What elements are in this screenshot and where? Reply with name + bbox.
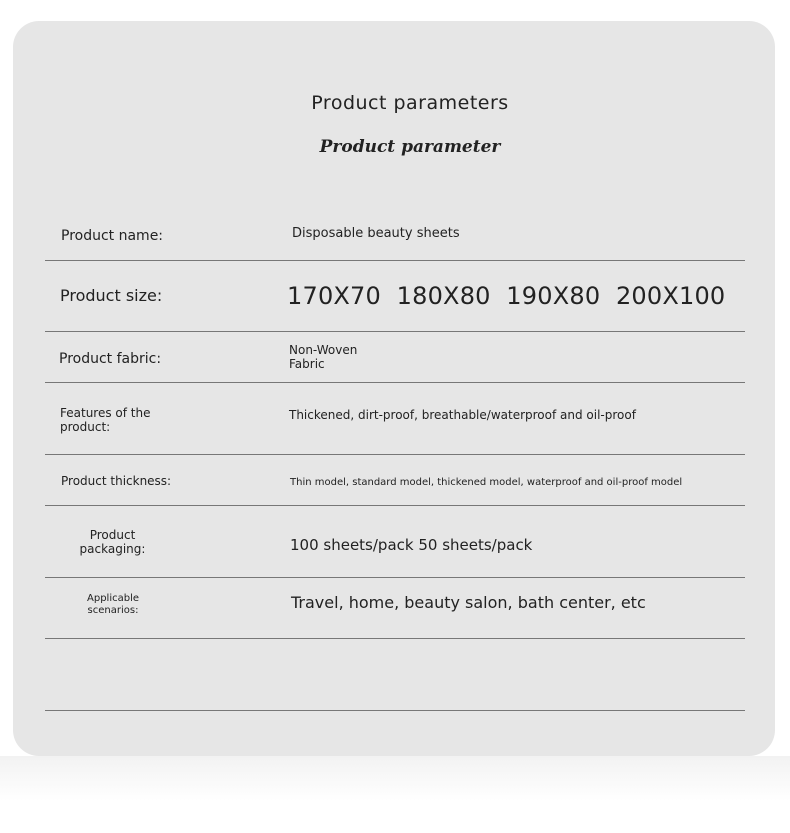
product-fabric-value-line2: Fabric: [289, 357, 325, 371]
row-divider: [45, 638, 745, 639]
applicable-scenarios-label-line2: scenarios:: [87, 605, 139, 616]
applicable-scenarios-label-line1: Applicable: [87, 593, 139, 604]
product-fabric-value-line1: Non-Woven: [289, 343, 358, 357]
page-subtitle: Product parameter: [319, 137, 501, 157]
product-name-label: Product name:: [61, 228, 164, 244]
row-divider: [45, 454, 745, 455]
row-divider: [45, 505, 745, 506]
features-label-line1: Features of the: [60, 406, 151, 420]
product-fabric-label: Product fabric:: [59, 351, 162, 367]
row-divider: [45, 331, 745, 332]
features-label-line2: product:: [60, 420, 111, 434]
parameters-card: [13, 21, 775, 756]
applicable-scenarios-value: Travel, home, beauty salon, bath center, etc: [291, 593, 646, 612]
row-divider: [45, 710, 745, 711]
row-divider: [45, 577, 745, 578]
card-shadow: [0, 756, 790, 801]
product-packaging-value: 100 sheets/pack 50 sheets/pack: [290, 536, 533, 554]
product-size-value: 170X70 180X80 190X80 200X100: [287, 282, 726, 310]
row-divider: [45, 382, 745, 383]
product-thickness-label: Product thickness:: [61, 474, 172, 488]
features-value: Thickened, dirt-proof, breathable/waterproof and oil-proof: [289, 408, 636, 422]
product-packaging-label-line2: packaging:: [79, 542, 146, 556]
product-size-label: Product size:: [60, 286, 163, 305]
product-name-value: Disposable beauty sheets: [292, 226, 460, 241]
product-packaging-label-line1: Product: [89, 528, 136, 542]
row-divider: [45, 260, 745, 261]
page-title: Product parameters: [311, 92, 509, 114]
product-thickness-value: Thin model, standard model, thickened model, waterproof and oil-proof model: [290, 477, 683, 488]
